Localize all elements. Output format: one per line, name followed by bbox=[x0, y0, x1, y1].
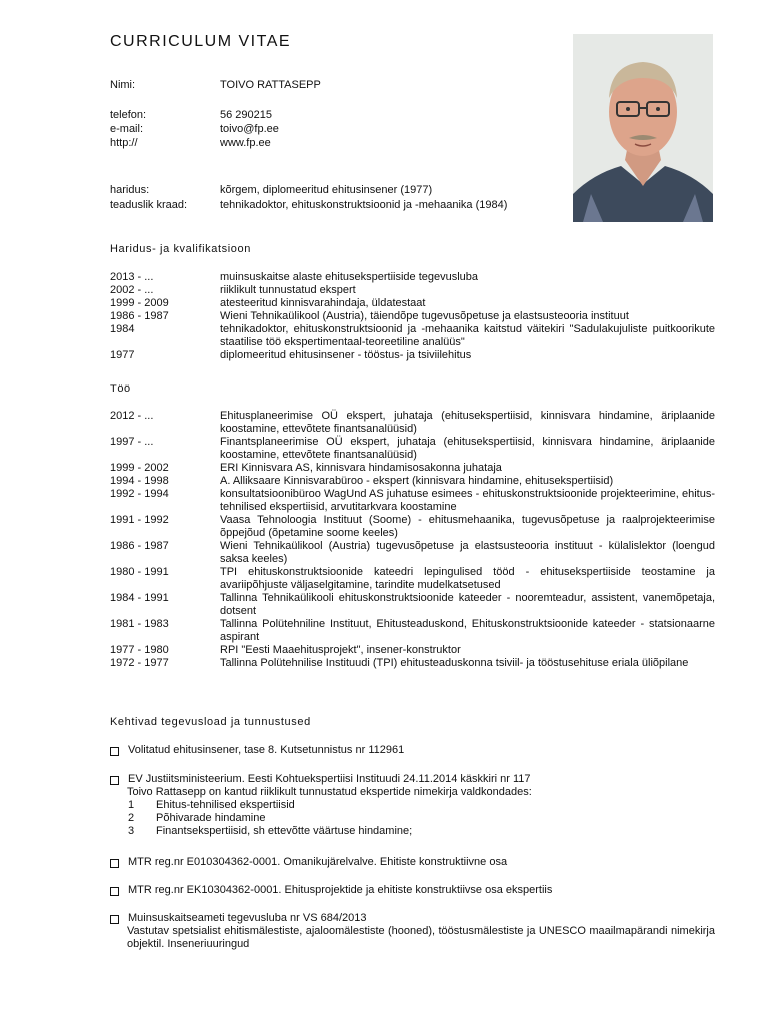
license-text: Volitatud ehitusinsener, tase 8. Kutsetunnistus nr 112961 bbox=[128, 744, 405, 756]
item-date: 1992 - 1994 bbox=[110, 488, 169, 500]
license-item bbox=[110, 912, 715, 951]
info-label bbox=[110, 93, 220, 109]
section-title-education: Haridus- ja kvalifikatsioon bbox=[110, 243, 251, 255]
portrait-photo bbox=[573, 34, 713, 222]
section-title-licenses: Kehtivad tegevusload ja tunnustused bbox=[110, 716, 311, 728]
item-date: 1977 - 1980 bbox=[110, 644, 169, 656]
list-item bbox=[110, 349, 715, 362]
info-row-website bbox=[110, 137, 570, 151]
item-date: 1986 - 1987 bbox=[110, 540, 169, 552]
item-text: Ehitus-tehnilised ekspertiisid bbox=[156, 799, 295, 811]
license-text: MTR reg.nr E010304362-0001. Omanikujärelvalve. Ehitiste konstruktiivne osa bbox=[128, 856, 508, 868]
item-number: 3 bbox=[128, 825, 135, 837]
list-item bbox=[110, 592, 715, 618]
item-date: 1981 - 1983 bbox=[110, 618, 169, 630]
item-text: atesteeritud kinnisvarahindaja, üldatestaat bbox=[220, 297, 426, 309]
item-date: 1972 - 1977 bbox=[110, 657, 169, 669]
item-text: Ehitusplaneerimise OÜ ekspert, juhataja (ehitusekspertiisid, kinnisvara hindamine, äriplaanide koostamine, ettevõtete finantsanalüüsid) bbox=[220, 410, 715, 435]
license-item bbox=[110, 773, 715, 838]
list-item bbox=[110, 618, 715, 644]
numbered-item bbox=[110, 799, 715, 812]
numbered-item bbox=[110, 812, 715, 825]
info-label: telefon: bbox=[110, 109, 147, 121]
list-item bbox=[110, 657, 715, 670]
degree-row bbox=[110, 199, 570, 214]
info-row-email bbox=[110, 123, 570, 137]
item-text: konsultatsioonibüroo WagUnd AS juhatuse esimees - ehituskonstruktsioonide projekteerimine, ehitus-tehnilised ekspertiisid, arvutitarkvara koostamine bbox=[220, 488, 715, 513]
item-date: 1997 - ... bbox=[110, 436, 154, 448]
item-text: Tallinna Tehnikaülikooli ehituskonstruktsioonide kateeder - nooremteadur, assistent, vanemõpetaja, dotsent bbox=[220, 592, 715, 617]
item-date: 1984 bbox=[110, 323, 135, 335]
item-text: Finantsplaneerimise OÜ ekspert, juhataja (ehitusekspertiisid, kinnisvara hindamine, äriplaanide koostamine, ettevõtete finantsanalüüsid) bbox=[220, 436, 715, 461]
bullet-box-icon bbox=[110, 859, 119, 868]
item-text: Tallinna Polütehnilise Instituudi (TPI) ehitusteaduskonna tsiviil- ja tööstusehituse eriala üliõpilane bbox=[220, 657, 689, 669]
list-item bbox=[110, 310, 715, 323]
item-date: 2013 - ... bbox=[110, 271, 154, 283]
item-text: Wieni Tehnikaülikool (Austria), täiendõpe tugevusõpetuse ja elastsusteooria instituut bbox=[220, 310, 629, 322]
item-text: tehnikadoktor, ehituskonstruktsioonid ja -mehaanika kaitstud väitekiri "Sadulakujuliste puitkoorikute staatilise töö ekspertimentaal-teoreetiline analüüs" bbox=[220, 323, 715, 348]
item-text: A. Alliksaare Kinnisvarabüroo - ekspert (kinnisvara hindamine, ehitusekspertiisid) bbox=[220, 475, 614, 487]
license-text: MTR reg.nr EK10304362-0001. Ehitusprojektide ja ehitiste konstruktiivse osa ekspertiis bbox=[128, 884, 553, 896]
list-item bbox=[110, 297, 715, 310]
item-date: 1977 bbox=[110, 349, 135, 361]
item-text: TPI ehituskonstruktsioonide kateedri lepingulised tööd - ehitusekspertiiside teostamine ja avariipõhjuste väljaselgitamine, tarindite mudelkatsetused bbox=[220, 566, 715, 591]
info-row-spacer bbox=[110, 93, 570, 109]
list-item bbox=[110, 514, 715, 540]
list-item bbox=[110, 566, 715, 592]
degree-value: tehnikadoktor, ehituskonstruktsioonid ja -mehaanika (1984) bbox=[220, 199, 508, 211]
degree-label: haridus: bbox=[110, 184, 150, 196]
license-item bbox=[110, 884, 715, 897]
item-date: 2002 - ... bbox=[110, 284, 154, 296]
list-item bbox=[110, 436, 715, 462]
portrait-illustration bbox=[573, 34, 713, 222]
info-row-phone bbox=[110, 109, 570, 123]
page-title: CURRICULUM VITAE bbox=[110, 33, 292, 50]
license-subtext: Toivo Rattasepp on kantud riiklikult tunnustatud ekspertide nimekirja valdkondades: bbox=[127, 786, 532, 798]
item-text: Tallinna Polütehniline Instituut, Ehitusteaduskond, Ehituskonstruktsioonide kateeder - statsionaarne aspirant bbox=[220, 618, 715, 643]
degree-label: teaduslik kraad: bbox=[110, 199, 188, 211]
list-item bbox=[110, 410, 715, 436]
list-item bbox=[110, 284, 715, 297]
list-item bbox=[110, 462, 715, 475]
bullet-box-icon bbox=[110, 915, 119, 924]
info-value: TOIVO RATTASEPP bbox=[220, 79, 321, 91]
bullet-box-icon bbox=[110, 776, 119, 785]
item-date: 1986 - 1987 bbox=[110, 310, 169, 322]
item-text: Finantsekspertiisid, sh ettevõtte väärtuse hindamine; bbox=[156, 825, 413, 837]
license-subtext: Vastutav spetsialist ehitismälestiste, ajaloomälestiste (hooned), tööstusmälestiste ja UNESCO maailmapärandi nimekirja objektil. Inseneriuuringud bbox=[127, 925, 715, 950]
section-title-work: Töö bbox=[110, 383, 131, 395]
degree-row bbox=[110, 184, 570, 199]
info-label: http:// bbox=[110, 137, 138, 149]
item-text: Põhivarade hindamine bbox=[156, 812, 266, 824]
info-label: e-mail: bbox=[110, 123, 144, 135]
numbered-item bbox=[110, 825, 715, 838]
item-text: ERI Kinnisvara AS, kinnisvara hindamisosakonna juhataja bbox=[220, 462, 502, 474]
list-item bbox=[110, 475, 715, 488]
license-text: EV Justiitsministeerium. Eesti Kohtuekspertiisi Instituudi 24.11.2014 käskkiri nr 117 bbox=[128, 773, 531, 785]
bullet-box-icon bbox=[110, 747, 119, 756]
license-item bbox=[110, 744, 715, 757]
license-text: Muinsuskaitseameti tegevusluba nr VS 684/2013 bbox=[128, 912, 367, 924]
info-value bbox=[220, 93, 570, 109]
list-item bbox=[110, 271, 715, 284]
info-label: Nimi: bbox=[110, 79, 136, 91]
item-date: 1994 - 1998 bbox=[110, 475, 169, 487]
item-date: 1999 - 2009 bbox=[110, 297, 169, 309]
work-list bbox=[110, 410, 715, 670]
item-text: Vaasa Tehnoloogia Instituut (Soome) - ehitusmehaanika, tugevusõpetuse ja raalprojekteerimise õppejõud (õpetamine soome keeles) bbox=[220, 514, 715, 539]
item-text: muinsuskaitse alaste ehitusekspertiiside tegevusluba bbox=[220, 271, 479, 283]
license-item bbox=[110, 856, 715, 869]
item-date: 1991 - 1992 bbox=[110, 514, 169, 526]
bullet-box-icon bbox=[110, 887, 119, 896]
item-text: riiklikult tunnustatud ekspert bbox=[220, 284, 356, 296]
info-row-name bbox=[110, 79, 570, 93]
item-text: Wieni Tehnikaülikool (Austria) tugevusõpetuse ja elastsusteooria instituut - külalislektor (loengud saksa keeles) bbox=[220, 540, 715, 565]
item-date: 2012 - ... bbox=[110, 410, 154, 422]
item-date: 1984 - 1991 bbox=[110, 592, 169, 604]
degree-info bbox=[110, 184, 570, 214]
item-text: diplomeeritud ehitusinsener - tööstus- ja tsiviilehitus bbox=[220, 349, 472, 361]
item-date: 1980 - 1991 bbox=[110, 566, 169, 578]
list-item bbox=[110, 323, 715, 349]
personal-info bbox=[110, 79, 570, 151]
list-item bbox=[110, 488, 715, 514]
education-list bbox=[110, 271, 715, 362]
list-item bbox=[110, 540, 715, 566]
item-date: 1999 - 2002 bbox=[110, 462, 169, 474]
item-number: 2 bbox=[128, 812, 135, 824]
item-number: 1 bbox=[128, 799, 135, 811]
info-value: toivo@fp.ee bbox=[220, 123, 279, 135]
list-item bbox=[110, 644, 715, 657]
item-text: RPI "Eesti Maaehitusprojekt", insener-konstruktor bbox=[220, 644, 461, 656]
info-value: 56 290215 bbox=[220, 109, 272, 121]
degree-value: kõrgem, diplomeeritud ehitusinsener (1977) bbox=[220, 184, 433, 196]
info-value: www.fp.ee bbox=[220, 137, 271, 149]
